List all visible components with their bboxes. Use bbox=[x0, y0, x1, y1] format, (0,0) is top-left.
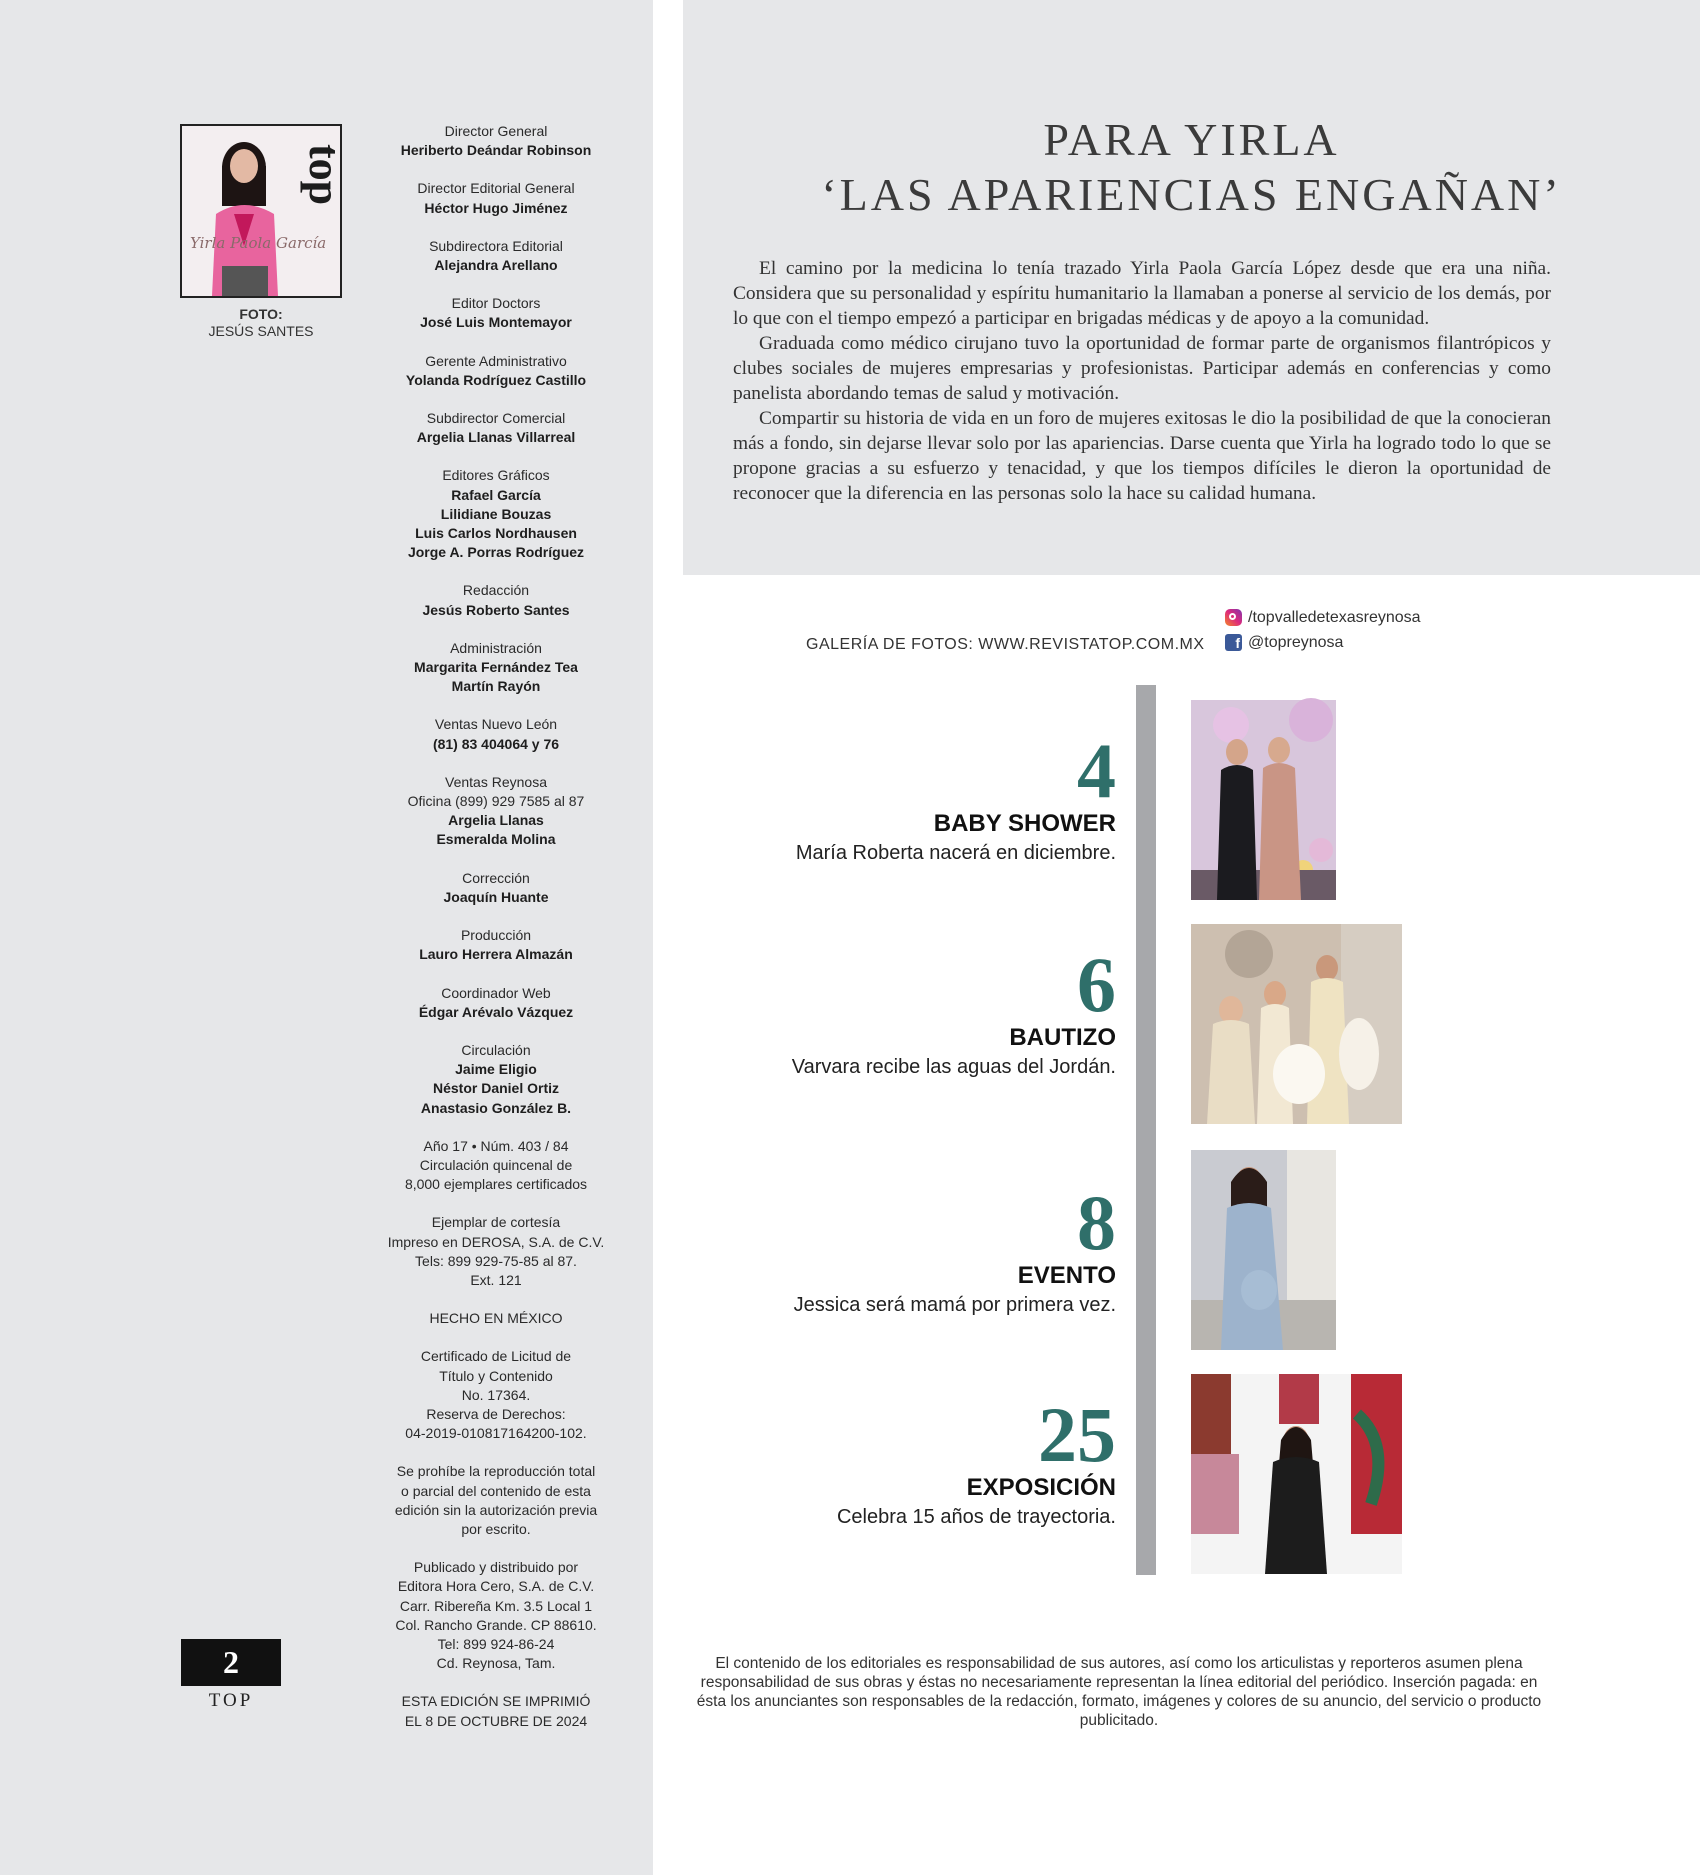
masthead-name: Alejandra Arellano bbox=[434, 257, 558, 274]
photo-credit-name: JESÚS SANTES bbox=[208, 323, 314, 339]
masthead-role: Administración bbox=[450, 639, 542, 656]
article-title-line-1: PARA YIRLA bbox=[1043, 114, 1340, 165]
masthead-name: José Luis Montemayor bbox=[420, 314, 572, 331]
masthead-name: Luis Carlos Nordhausen bbox=[415, 525, 577, 542]
masthead-name: Rafael García bbox=[451, 486, 541, 503]
masthead-name: Joaquín Huante bbox=[443, 888, 549, 905]
masthead-role: Editores Gráficos bbox=[442, 467, 550, 484]
instagram-handle: /topvalledetexasreynosa bbox=[1248, 609, 1421, 626]
masthead-line: Se prohíbe la reproducción total bbox=[396, 1463, 596, 1480]
contents-divider bbox=[1136, 685, 1156, 1575]
masthead-credits bbox=[370, 122, 622, 1750]
page-number: 2 bbox=[181, 1639, 281, 1686]
masthead-line: HECHO EN MÉXICO bbox=[429, 1310, 563, 1327]
masthead-role: Gerente Administrativo bbox=[425, 352, 567, 369]
masthead-name: Jorge A. Porras Rodríguez bbox=[407, 544, 585, 561]
bautizo-photo[interactable] bbox=[1191, 924, 1402, 1124]
masthead-role: Coordinador Web bbox=[441, 984, 551, 1001]
article-body bbox=[733, 256, 1551, 506]
masthead-name: Jaime Eligio bbox=[455, 1061, 537, 1078]
masthead-role: Producción bbox=[460, 927, 532, 944]
contents-title: BABY SHOWER bbox=[933, 810, 1116, 837]
masthead-block bbox=[370, 1213, 622, 1290]
masthead-line: o parcial del contenido de esta bbox=[401, 1482, 591, 1499]
contents-entry-evento[interactable] bbox=[793, 1179, 1116, 1320]
article-paragraph: Graduada como médico cirujano tuvo la oportunidad de formar parte de organismos filantrópicos y clubes sociales de mujeres empresarias y profesionistas. Participar además en conferencias y como panelista abordando temas de salud y motivación. bbox=[733, 333, 1551, 404]
masthead-role: Subdirector Comercial bbox=[426, 410, 566, 427]
feature-article bbox=[683, 0, 1700, 575]
contents-entry-exposicion[interactable] bbox=[836, 1391, 1116, 1532]
contents-page-number: 6 bbox=[1077, 941, 1116, 1028]
masthead-block bbox=[370, 1041, 622, 1118]
masthead-line: por escrito. bbox=[461, 1520, 531, 1537]
masthead-block bbox=[370, 984, 622, 1022]
cover-script-name: Yirla Paola García bbox=[190, 234, 327, 252]
masthead-role: Editor Doctors bbox=[451, 295, 541, 312]
masthead-name: Argelia Llanas bbox=[448, 812, 544, 829]
masthead-block bbox=[370, 179, 622, 217]
photo-credit-label: FOTO: bbox=[239, 306, 283, 322]
masthead-block bbox=[370, 715, 622, 753]
facebook-link[interactable] bbox=[1225, 630, 1421, 655]
masthead-role: Corrección bbox=[462, 869, 530, 886]
contents-page-number: 4 bbox=[1077, 727, 1116, 814]
contents-title: EVENTO bbox=[1017, 1262, 1116, 1289]
masthead-block bbox=[370, 1692, 622, 1730]
masthead-line: Editora Hora Cero, S.A. de C.V. bbox=[397, 1578, 595, 1595]
masthead-block bbox=[370, 1462, 622, 1539]
masthead-name: Margarita Fernández Tea bbox=[414, 659, 578, 676]
masthead-name: Jesús Roberto Santes bbox=[422, 601, 570, 618]
masthead-block bbox=[370, 122, 622, 160]
masthead-line: edición sin la autorización previa bbox=[394, 1501, 598, 1518]
masthead-block bbox=[370, 466, 622, 562]
page-label: TOP bbox=[208, 1690, 254, 1711]
masthead-line: No. 17364. bbox=[461, 1386, 531, 1403]
masthead-line: 04-2019-010817164200-102. bbox=[405, 1425, 587, 1442]
masthead-line: Col. Rancho Grande. CP 88610. bbox=[395, 1616, 597, 1633]
gallery-link[interactable]: GALERÍA DE FOTOS: WWW.REVISTATOP.COM.MX bbox=[806, 636, 1205, 653]
masthead-role: Director General bbox=[444, 123, 548, 139]
cover-thumbnail bbox=[180, 124, 349, 298]
masthead-name: (81) 83 404064 y 76 bbox=[432, 735, 560, 752]
masthead-line: Tels: 899 929-75-85 al 87. bbox=[415, 1252, 577, 1269]
contents-description: Varvara recibe las aguas del Jordán. bbox=[791, 1056, 1116, 1078]
masthead-line: Certificado de Licitud de bbox=[420, 1348, 572, 1365]
masthead-name: Édgar Arévalo Vázquez bbox=[418, 1003, 574, 1020]
masthead-line: Ext. 121 bbox=[470, 1271, 522, 1288]
contents-title: BAUTIZO bbox=[1009, 1024, 1116, 1051]
masthead-line: Ejemplar de cortesía bbox=[431, 1214, 561, 1231]
masthead-name: Yolanda Rodríguez Castillo bbox=[405, 371, 587, 388]
article-title-line-2: ‘LAS APARIENCIAS ENGAÑAN’ bbox=[821, 169, 1562, 220]
masthead-line: Circulación quincenal de bbox=[419, 1156, 573, 1173]
masthead-name: Néstor Daniel Ortiz bbox=[432, 1080, 560, 1097]
masthead-line: Impreso en DEROSA, S.A. de C.V. bbox=[387, 1233, 605, 1250]
instagram-link[interactable] bbox=[1225, 605, 1421, 630]
masthead-block bbox=[370, 926, 622, 964]
masthead-role: Circulación bbox=[461, 1041, 531, 1058]
masthead-line: Cd. Reynosa, Tam. bbox=[436, 1655, 556, 1672]
legal-disclaimer: El contenido de los editoriales es responsabilidad de sus autores, así como los articulistas y reporteros asumen plena responsabilidad de sus obras y éstas no necesariamente representan la línea editorial del periódico. Inserción pagada: en ésta los anunciantes son responsables de la redacción, formato, imágenes y colores de su anuncio, del servicio o producto publicitado. bbox=[696, 1655, 1542, 1729]
masthead-column bbox=[0, 0, 653, 1875]
masthead-block bbox=[370, 294, 622, 332]
masthead-block bbox=[370, 352, 622, 390]
masthead-block bbox=[370, 581, 622, 619]
masthead-block bbox=[370, 869, 622, 907]
masthead-line: EL 8 DE OCTUBRE DE 2024 bbox=[404, 1712, 588, 1729]
cover-illustration bbox=[182, 126, 349, 296]
exposicion-photo[interactable] bbox=[1191, 1374, 1402, 1574]
masthead-name: Lilidiane Bouzas bbox=[440, 505, 552, 522]
masthead-name: Lauro Herrera Almazán bbox=[419, 946, 573, 963]
masthead-name: Argelia Llanas Villarreal bbox=[416, 429, 576, 446]
masthead-name: Anastasio González B. bbox=[420, 1099, 572, 1116]
facebook-handle: @topreynosa bbox=[1248, 634, 1344, 651]
masthead-block bbox=[370, 1558, 622, 1673]
masthead-line: Año 17 • Núm. 403 / 84 bbox=[423, 1137, 569, 1154]
masthead-block bbox=[370, 773, 622, 850]
masthead-block bbox=[370, 409, 622, 447]
contents-description: Jessica será mamá por primera vez. bbox=[793, 1294, 1116, 1316]
masthead-name: Esmeralda Molina bbox=[436, 831, 556, 848]
masthead-line: Carr. Ribereña Km. 3.5 Local 1 bbox=[399, 1597, 593, 1614]
masthead-block bbox=[370, 237, 622, 275]
photo-credit bbox=[180, 306, 342, 340]
masthead-name: Martín Rayón bbox=[451, 678, 541, 695]
masthead-role: Subdirectora Editorial bbox=[429, 237, 563, 254]
contents-entry-baby-shower[interactable] bbox=[795, 727, 1116, 868]
facebook-icon: f bbox=[1225, 634, 1242, 651]
contents-page-number: 8 bbox=[1077, 1179, 1116, 1266]
contents-title: EXPOSICIÓN bbox=[966, 1474, 1116, 1501]
masthead-block bbox=[370, 1347, 622, 1443]
masthead-line: Publicado y distribuido por bbox=[413, 1559, 579, 1576]
masthead-block bbox=[370, 639, 622, 697]
masthead-line: Tel: 899 924-86-24 bbox=[437, 1635, 555, 1652]
masthead-block bbox=[370, 1309, 622, 1328]
article-title bbox=[683, 112, 1700, 222]
article-paragraph: Compartir su historia de vida en un foro de mujeres exitosas le dio la posibilidad de que la conocieran más a fondo, sin dejarse llevar solo por las apariencias. Darse cuenta que Yirla ha logrado todo lo que se propone gracias a su esfuerzo y tenacidad, y que los tiempos difíciles le dieron la oportunidad de reconocer que la diferencia en las personas solo la hace su calidad humana. bbox=[733, 408, 1551, 504]
masthead-role: Ventas Reynosa bbox=[445, 773, 547, 790]
article-paragraph: El camino por la medicina lo tenía trazado Yirla Paola García López desde que era una niña. Considera que su personalidad y espíritu humanitario la llamaban a ponerse al servicio de los demás, por lo que con el tiempo empezó a participar en brigadas médicas y de apoyo a la comunidad. bbox=[733, 258, 1551, 329]
masthead-line: Oficina (899) 929 7585 al 87 bbox=[407, 793, 585, 810]
instagram-icon bbox=[1225, 609, 1242, 626]
contents-description: Celebra 15 años de trayectoria. bbox=[836, 1506, 1116, 1528]
evento-photo[interactable] bbox=[1191, 1150, 1336, 1350]
masthead-block bbox=[370, 1137, 622, 1195]
masthead-line: Título y Contenido bbox=[439, 1367, 553, 1384]
cover-logo: top bbox=[300, 144, 349, 206]
contents-entry-bautizo[interactable] bbox=[791, 941, 1116, 1082]
contents-description: María Roberta nacerá en diciembre. bbox=[795, 842, 1116, 864]
masthead-name: Héctor Hugo Jiménez bbox=[424, 199, 568, 216]
masthead-line: ESTA EDICIÓN SE IMPRIMIÓ bbox=[401, 1693, 591, 1710]
masthead-role: Director Editorial General bbox=[417, 180, 575, 197]
masthead-line: Reserva de Derechos: bbox=[426, 1405, 566, 1422]
contents-page-number: 25 bbox=[1038, 1391, 1116, 1478]
baby-shower-photo[interactable] bbox=[1191, 700, 1336, 900]
masthead-role: Redacción bbox=[462, 582, 530, 599]
social-links bbox=[1225, 605, 1421, 655]
masthead-name: Heriberto Deándar Robinson bbox=[400, 142, 592, 159]
masthead-line: 8,000 ejemplares certificados bbox=[404, 1176, 588, 1193]
masthead-role: Ventas Nuevo León bbox=[434, 716, 558, 733]
